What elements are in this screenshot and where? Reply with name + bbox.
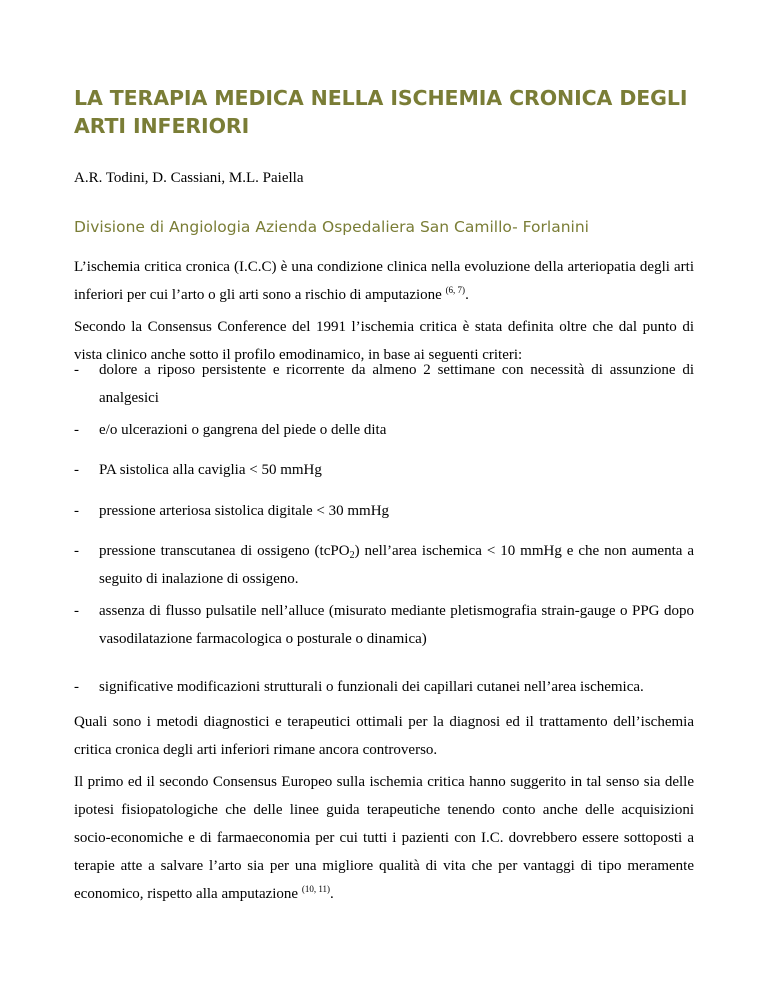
citation-ref: (6, 7) [445,285,466,295]
citation-ref: (10, 11) [301,884,331,894]
criteria-item [74,356,694,412]
paragraph-european-consensus [74,768,694,908]
paragraph-intro-text: L’ischemia critica cronica (I.C.C) è una condizione clinica nella evoluzione della arteriopatia degli arti inferiori per cui l’arto o gli arti sono a rischio di amputazione [74,259,694,303]
criteria-item [74,673,694,701]
division-heading: Divisione di Angiologia Azienda Ospedaliera San Camillo- Forlanini [74,218,589,236]
criteria-text: significative modificazioni strutturali o funzionali dei capillari cutanei nell’area ischemica. [99,679,644,695]
paragraph-european-text: Il primo ed il secondo Consensus Europeo sulla ischemia critica hanno suggerito in tal senso sia delle ipotesi fisiopatologiche che delle linee guida terapeutiche tenendo conto anche delle acquisizioni socio-economiche e di farmaeconomia per cui tutti i pazienti con I.C. dovrebbero essere sottoposti a terapie atte a salvare l’arto sia per una migliore qualità di vita che per vantaggi di tipo meramente economico, rispetto alla amputazione [74,774,694,902]
criteria-text: pressione arteriosa sistolica digitale < 30 mmHg [99,503,390,519]
criteria-item [74,416,694,444]
paragraph-question: Quali sono i metodi diagnostici e terapeutici ottimali per la diagnosi ed il trattamento dell’ischemia critica cronica degli arti inferiori rimane ancora controverso. [74,714,694,758]
criteria-text-pre: pressione transcutanea di ossigeno (tcPO [99,543,350,559]
criteria-text-post: ) nell’area ischemica < 10 mmHg e che non aumenta a seguito di inalazione di ossigeno. [99,543,694,587]
list-dash: - [74,422,79,438]
criteria-text: dolore a riposo persistente e ricorrente da almeno 2 settimane con necessità di assunzione di analgesici [99,362,694,406]
criteria-text: PA sistolica alla caviglia < 50 mmHg [99,462,322,478]
criteria-text [99,537,694,593]
list-dash: - [74,679,79,695]
paragraph-intro-end: . [465,287,469,303]
criteria-text: e/o ulcerazioni o gangrena del piede o delle dita [99,422,387,438]
list-dash: - [74,462,79,478]
list-dash: - [74,362,79,378]
paragraph-consensus: Secondo la Consensus Conference del 1991 l’ischemia critica è stata definita oltre che dal punto di vista clinico anche sotto il profilo emodinamico, in base ai seguenti criteri: [74,319,694,363]
authors: A.R. Todini, D. Cassiani, M.L. Paiella [74,170,304,186]
subscript: 2 [349,550,355,561]
criteria-item [74,537,694,593]
list-dash: - [74,603,79,619]
list-dash: - [74,503,79,519]
list-dash: - [74,543,79,559]
criteria-item [74,597,694,653]
paragraph-intro [74,253,694,309]
paragraph-european-end: . [330,886,334,902]
document-title: LA TERAPIA MEDICA NELLA ISCHEMIA CRONICA DEGLI ARTI INFERIORI [74,86,688,138]
criteria-item [74,456,694,484]
criteria-text: assenza di flusso pulsatile nell’alluce (misurato mediante pletismografia strain-gauge o PPG dopo vasodilatazione farmacologica o posturale o dinamica) [99,603,694,647]
criteria-item [74,497,694,525]
